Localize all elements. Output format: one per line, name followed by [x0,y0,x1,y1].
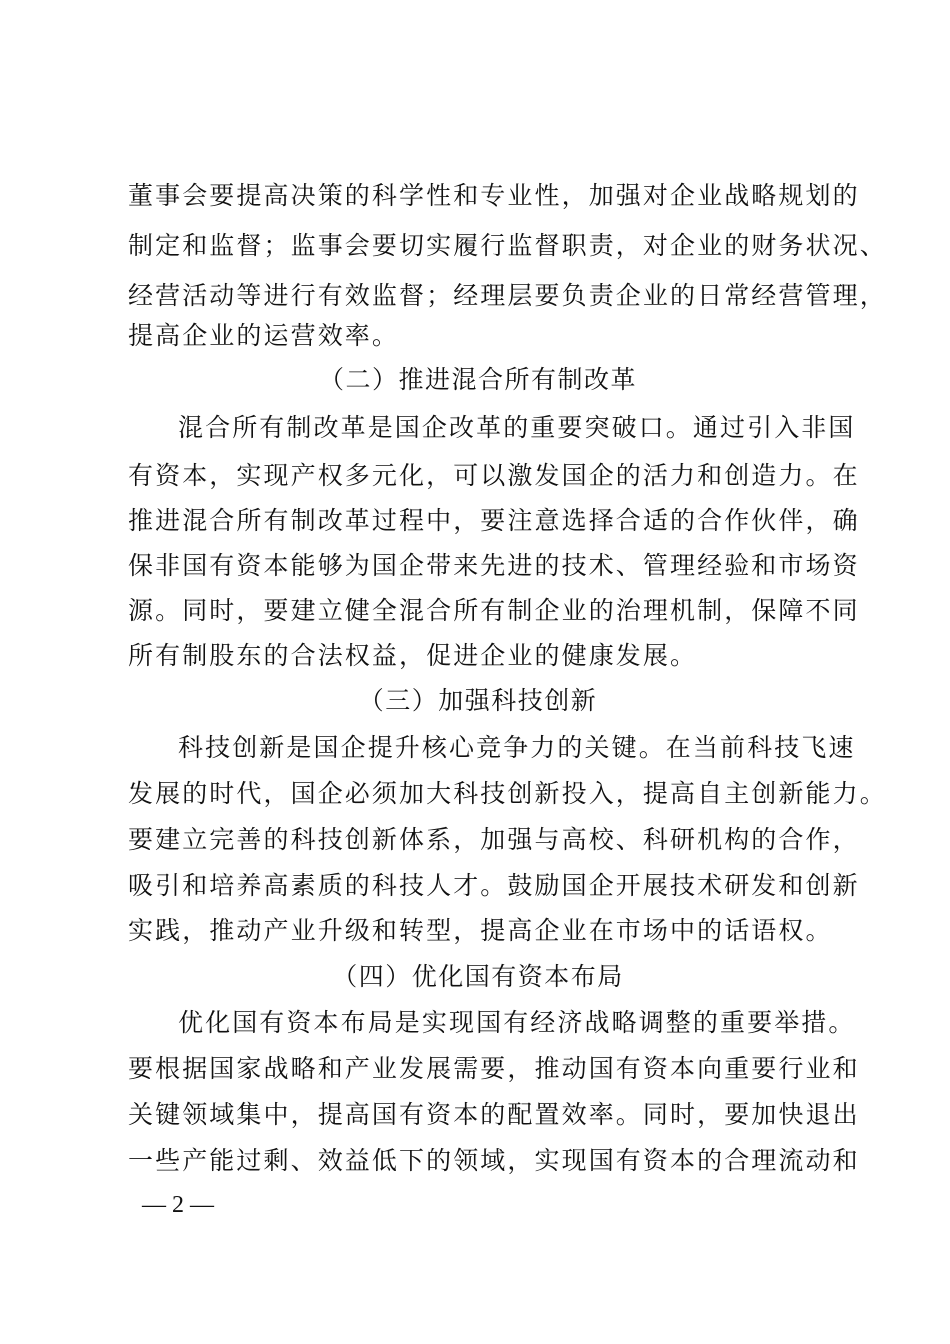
paragraph-line: 制定和监督；监事会要切实履行监督职责，对企业的财务状况、 [128,231,887,260]
paragraph-line: 要建立完善的科技创新体系，加强与高校、科研机构的合作， [128,825,860,854]
section-heading: （三）加强科技创新 [358,686,598,715]
paragraph-line: 源。同时，要建立健全混合所有制企业的治理机制，保障不同 [128,596,860,625]
paragraph-line: 科技创新是国企提升核心竞争力的关键。在当前科技飞速 [178,733,856,762]
paragraph-line: 推进混合所有制改革过程中，要注意选择合适的合作伙伴，确 [128,506,860,535]
paragraph-line: 混合所有制改革是国企改革的重要突破口。通过引入非国 [178,413,856,442]
paragraph-line: 吸引和培养高素质的科技人才。鼓励国企开展技术研发和创新 [128,871,860,900]
paragraph-line: 实践，推动产业升级和转型，提高企业在市场中的话语权。 [128,916,833,945]
paragraph-line: 提高企业的运营效率。 [128,321,400,350]
paragraph-line: 所有制股东的合法权益，促进企业的健康发展。 [128,641,698,670]
paragraph-line: 经营活动等进行有效监督；经理层要负责企业的日常经营管理， [128,281,887,310]
section-heading: （四）优化国有资本布局 [332,962,624,991]
paragraph-line: 保非国有资本能够为国企带来先进的技术、管理经验和市场资 [128,551,860,580]
paragraph-line: 要根据国家战略和产业发展需要，推动国有资本向重要行业和 [128,1054,860,1083]
paragraph-line: 关键领域集中，提高国有资本的配置效率。同时，要加快退出 [128,1100,860,1129]
paragraph-line: 董事会要提高决策的科学性和专业性，加强对企业战略规划的 [128,181,860,210]
paragraph-line: 一些产能过剩、效益低下的领域，实现国有资本的合理流动和 [128,1146,860,1175]
page-number: — 2 — [142,1192,214,1218]
paragraph-line: 发展的时代，国企必须加大科技创新投入，提高自主创新能力。 [128,779,887,808]
paragraph-line: 有资本，实现产权多元化，可以激发国企的活力和创造力。在 [128,461,860,490]
paragraph-line: 优化国有资本布局是实现国有经济战略调整的重要举措。 [178,1008,856,1037]
section-heading: （二）推进混合所有制改革 [318,365,637,394]
